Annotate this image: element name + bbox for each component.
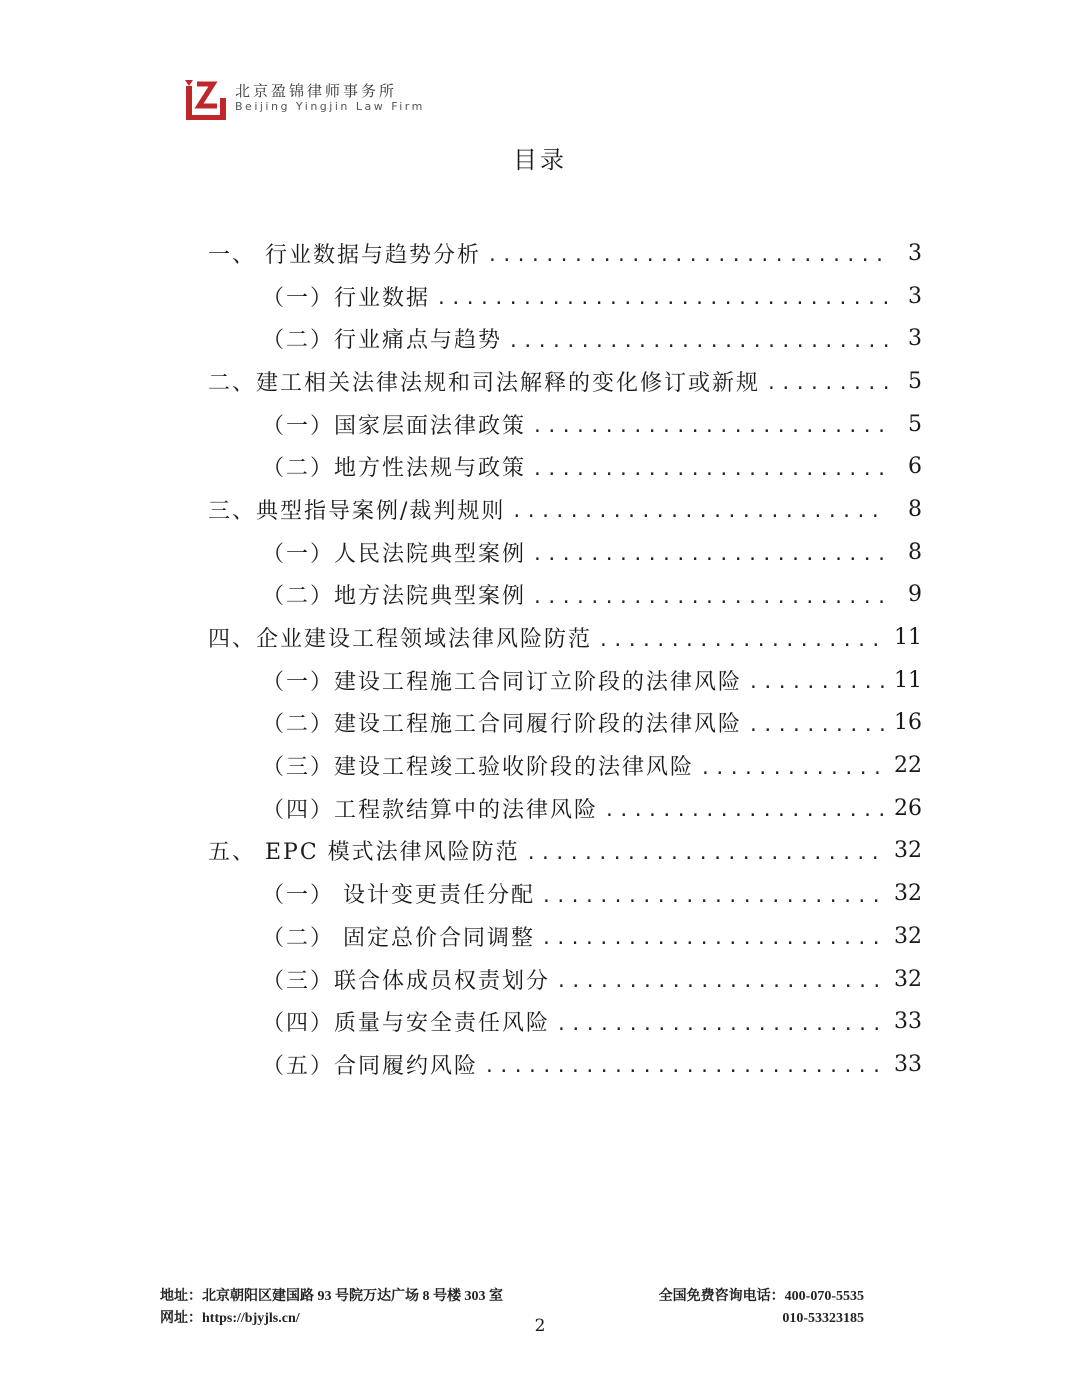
toc-leader-dots bbox=[532, 453, 888, 481]
toc-leader-dots bbox=[508, 325, 888, 353]
toc-entry-label: （二）地方法院典型案例 bbox=[262, 584, 527, 610]
toc-entry-page: 26 bbox=[894, 795, 922, 821]
toc-entry-label: （一）建设工程施工合同订立阶段的法律风险 bbox=[262, 669, 743, 695]
toc-subentry[interactable] bbox=[208, 1000, 922, 1043]
toc-leader-dots bbox=[532, 410, 888, 438]
firm-name-cn: 北京盈锦律师事务所 bbox=[235, 82, 398, 100]
toc-entry-page: 33 bbox=[894, 1009, 922, 1035]
toc-entry-page: 8 bbox=[908, 496, 922, 522]
toc-entry-label: （二）地方性法规与政策 bbox=[262, 456, 527, 482]
toc-entry-page: 32 bbox=[894, 966, 922, 992]
toc-subentry[interactable] bbox=[208, 275, 922, 318]
page-title: 目录 bbox=[513, 146, 567, 174]
toc-entry-label: （一） 设计变更责任分配 bbox=[262, 883, 535, 909]
toc-entry[interactable] bbox=[208, 232, 922, 275]
toc-entry-page: 9 bbox=[908, 582, 922, 608]
toc-entry-label: （五）合同履约风险 bbox=[262, 1053, 479, 1079]
toc-entry-page: 32 bbox=[894, 838, 922, 864]
toc-entry-label: 一、 行业数据与趋势分析 bbox=[208, 242, 481, 268]
toc-entry-page: 22 bbox=[894, 753, 922, 779]
toc-entry-label: 五、 EPC 模式法律风险防范 bbox=[208, 840, 520, 866]
firm-logo-icon bbox=[183, 76, 227, 120]
page-number: 2 bbox=[534, 1316, 546, 1336]
toc-entry-page: 16 bbox=[894, 710, 922, 736]
toc-leader-dots bbox=[526, 837, 888, 865]
toc-entry-page: 8 bbox=[908, 539, 922, 565]
firm-name-en: Beijing Yingjin Law Firm bbox=[235, 100, 425, 113]
toc-entry-label: （四）质量与安全责任风险 bbox=[262, 1011, 551, 1037]
toc-entry[interactable] bbox=[208, 488, 922, 531]
toc-entry-page: 32 bbox=[894, 923, 922, 949]
toc-leader-dots bbox=[748, 666, 888, 694]
toc-entry-page: 33 bbox=[894, 1051, 922, 1077]
toc-entry-page: 3 bbox=[908, 240, 922, 266]
toc-subentry[interactable] bbox=[208, 1043, 922, 1086]
toc-leader-dots bbox=[436, 282, 888, 310]
toc-leader-dots bbox=[700, 752, 888, 780]
toc-entry-label: （二）建设工程施工合同履行阶段的法律风险 bbox=[262, 712, 743, 738]
toc-entry-page: 5 bbox=[908, 411, 922, 437]
footer-phone-hotline: 全国免费咨询电话：400-070-5535 bbox=[658, 1289, 864, 1304]
toc-subentry[interactable] bbox=[208, 403, 922, 446]
toc-leader-dots bbox=[766, 367, 888, 395]
toc-subentry[interactable] bbox=[208, 872, 922, 915]
toc-subentry[interactable] bbox=[208, 659, 922, 702]
toc-subentry[interactable] bbox=[208, 702, 922, 745]
toc-leader-dots bbox=[484, 1050, 888, 1078]
toc-entry-label: （三）联合体成员权责划分 bbox=[262, 968, 551, 994]
toc-leader-dots bbox=[556, 965, 888, 993]
toc-leader-dots bbox=[487, 239, 888, 267]
toc-entry-page: 3 bbox=[908, 326, 922, 352]
toc-leader-dots bbox=[532, 581, 888, 609]
toc-subentry[interactable] bbox=[208, 445, 922, 488]
toc-subentry[interactable] bbox=[208, 915, 922, 958]
toc-entry-label: （二） 固定总价合同调整 bbox=[262, 925, 535, 951]
toc-leader-dots bbox=[556, 1008, 888, 1036]
toc-entry-page: 5 bbox=[908, 368, 922, 394]
toc-subentry[interactable] bbox=[208, 317, 922, 360]
toc-leader-dots bbox=[541, 922, 888, 950]
toc-entry[interactable] bbox=[208, 360, 922, 403]
toc-entry-label: （四）工程款结算中的法律风险 bbox=[262, 797, 599, 823]
firm-header bbox=[183, 76, 443, 122]
toc-subentry[interactable] bbox=[208, 744, 922, 787]
toc-subentry[interactable] bbox=[208, 574, 922, 617]
toc-subentry[interactable] bbox=[208, 787, 922, 830]
toc-entry-label: （二）行业痛点与趋势 bbox=[262, 328, 503, 354]
toc-entry-label: 二、建工相关法律法规和司法解释的变化修订或新规 bbox=[208, 370, 761, 396]
toc-leader-dots bbox=[598, 624, 888, 652]
footer-address: 地址：北京朝阳区建国路 93 号院万达广场 8 号楼 303 室 bbox=[160, 1289, 503, 1304]
toc-entry-label: （一）行业数据 bbox=[262, 285, 431, 311]
toc-subentry[interactable] bbox=[208, 531, 922, 574]
toc-entry[interactable] bbox=[208, 830, 922, 873]
toc-entry-label: 四、企业建设工程领域法律风险防范 bbox=[208, 627, 593, 653]
footer-phone-landline: 010-53323185 bbox=[782, 1311, 864, 1326]
toc-entry-page: 32 bbox=[894, 881, 922, 907]
toc-leader-dots bbox=[511, 495, 888, 523]
toc-entry-label: （一）人民法院典型案例 bbox=[262, 541, 527, 567]
toc-entry-label: 三、典型指导案例/裁判规则 bbox=[208, 498, 506, 524]
toc-entry-page: 11 bbox=[894, 625, 922, 651]
toc-entry-page: 6 bbox=[908, 454, 922, 480]
toc-entry-page: 11 bbox=[894, 667, 922, 693]
toc-leader-dots bbox=[748, 709, 888, 737]
toc-leader-dots bbox=[541, 880, 888, 908]
toc-entry-page: 3 bbox=[908, 283, 922, 309]
footer-website: 网址：https://bjyjls.cn/ bbox=[160, 1311, 300, 1326]
toc-leader-dots bbox=[532, 538, 888, 566]
toc-entry-label: （三）建设工程竣工验收阶段的法律风险 bbox=[262, 755, 695, 781]
toc-entry-label: （一）国家层面法律政策 bbox=[262, 413, 527, 439]
toc-subentry[interactable] bbox=[208, 958, 922, 1001]
toc-leader-dots bbox=[604, 794, 888, 822]
table-of-contents bbox=[208, 232, 922, 1086]
toc-entry[interactable] bbox=[208, 616, 922, 659]
